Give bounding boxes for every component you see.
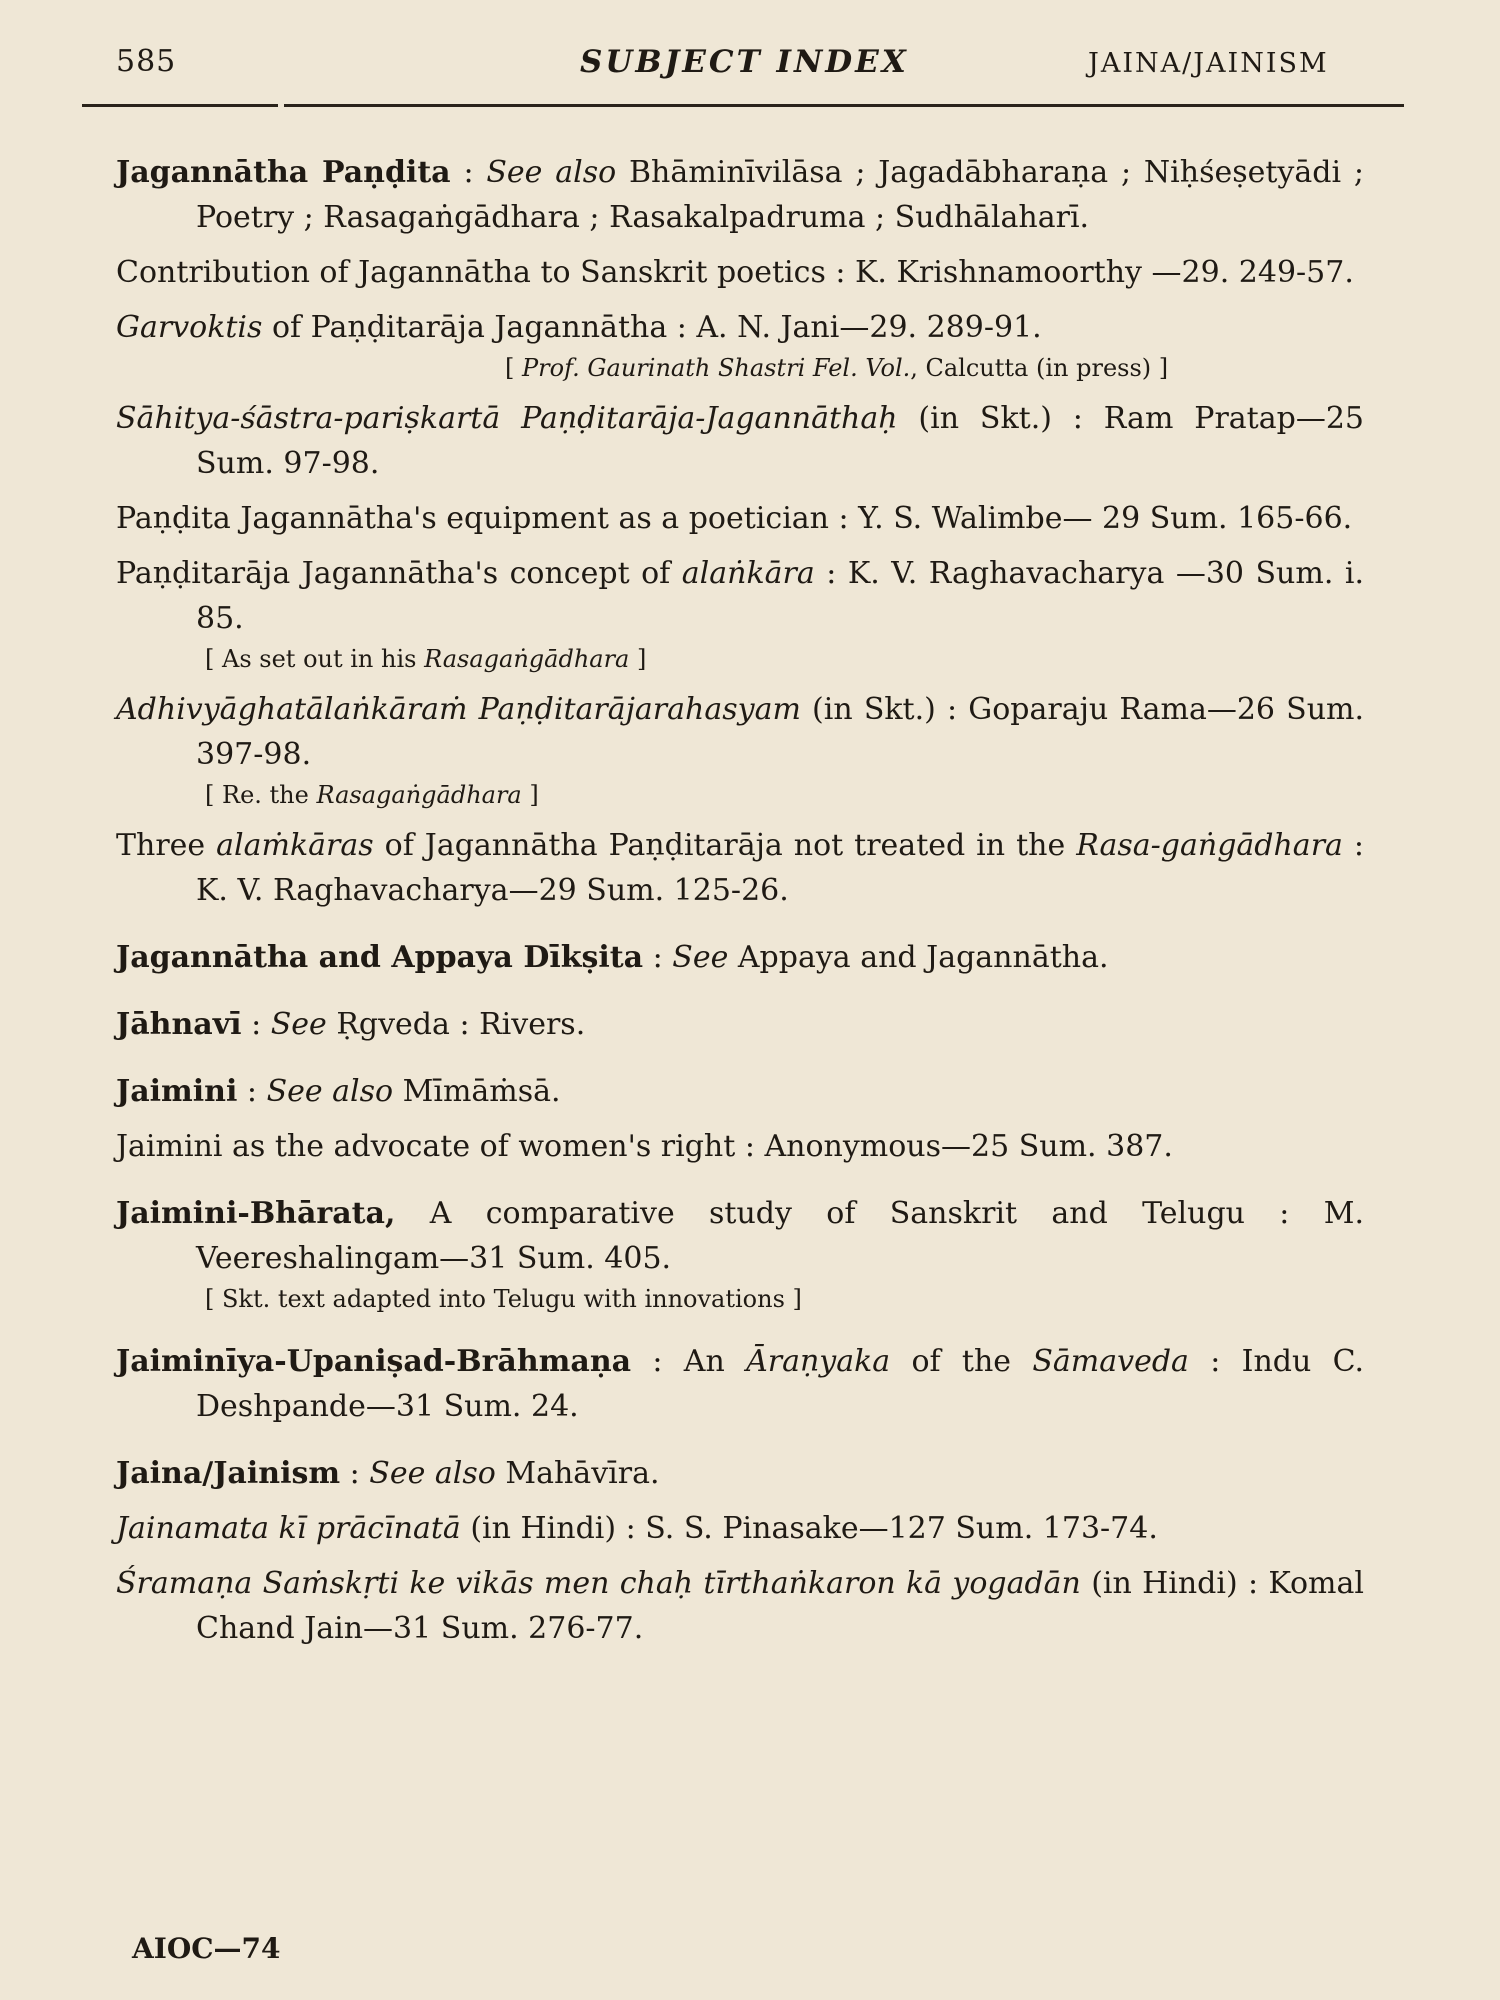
entry-note: [ As set out in his Rasagaṅgādhara ] <box>205 645 647 673</box>
index-entry: Paṇḍitarāja Jagannātha's concept of alaṅkāra : K. V. Raghavacharya —30 Sum. i. 85. <box>116 556 1364 636</box>
index-entry: Paṇḍita Jagannātha's equipment as a poetician : Y. S. Walimbe— 29 Sum. 165-66. <box>116 501 1353 536</box>
index-heading-jagannatha-appaya: Jagannātha and Appaya Dīkṣita : See Appaya and Jagannātha. <box>116 940 1109 975</box>
entry-note: [ Re. the Rasagaṅgādhara ] <box>205 781 539 809</box>
entry-note: [ Skt. text adapted into Telugu with innovations ] <box>205 1285 802 1313</box>
index-entry: Jaimini as the advocate of women's right : Anonymous—25 Sum. 387. <box>116 1129 1173 1164</box>
index-heading-jaiminiya: Jaiminīya-Upaniṣad-Brāhmaṇa : An Āraṇyaka of the Sāmaveda : Indu C. Deshpande—31 Sum. 24. <box>116 1344 1365 1424</box>
index-heading-jaina-jainism: Jaina/Jainism : See also Mahāvīra. <box>116 1456 660 1491</box>
index-heading-jahnavi: Jāhnavī : See Ṛgveda : Rivers. <box>116 1007 586 1042</box>
page-title: SUBJECT INDEX <box>580 44 909 80</box>
page-number: 585 <box>116 44 177 79</box>
index-heading-jagannatha-pandita: Jagannātha Paṇḍita : See also Bhāminīvilāsa ; Jagadābharaṇa ; Niḥśeṣetyādi ; Poetry ; Rasagaṅgādhara ; Rasakalpadruma ; Sudhālaharī. <box>116 155 1364 235</box>
index-heading-jaimini-bharata: Jaimini-Bhārata, A comparative study of Sanskrit and Telugu : M. Veereshalingam—31 Sum. 405. <box>116 1196 1364 1276</box>
index-entry: Three alaṁkāras of Jagannātha Paṇḍitarāja not treated in the Rasa-gaṅgādhara : K. V. Raghavacharya—29 Sum. 125-26. <box>116 828 1365 908</box>
running-head: JAINA/JAINISM <box>1088 48 1329 79</box>
index-entry: Jainamata kī prācīnatā (in Hindi) : S. S. Pinasake—127 Sum. 173-74. <box>116 1511 1158 1546</box>
index-entry: Adhivyāghatālaṅkāraṁ Paṇḍitarājarahasyam (in Skt.) : Goparaju Rama—26 Sum. 397-98. <box>116 692 1364 772</box>
index-entries <box>0 150 1500 1651</box>
header-rule-left <box>82 104 278 107</box>
index-entry: Contribution of Jagannātha to Sanskrit poetics : K. Krishnamoorthy —29. 249-57. <box>116 255 1354 290</box>
entry-note: [ Prof. Gaurinath Shastri Fel. Vol., Calcutta (in press) ] <box>505 354 1169 382</box>
index-heading-jaimini: Jaimini : See also Mīmāṁsā. <box>116 1074 561 1109</box>
footer-signature: AIOC—74 <box>132 1932 281 1965</box>
header-rule-right <box>284 104 1404 107</box>
index-entry: Śramaṇa Saṁskṛti ke vikās men chaḥ tīrthaṅkaron kā yogadān (in Hindi) : Komal Chand Jain—31 Sum. 276-77. <box>116 1566 1364 1646</box>
index-entry: Garvoktis of Paṇḍitarāja Jagannātha : A. N. Jani—29. 289-91. <box>116 310 1042 345</box>
index-entry: Sāhitya-śāstra-pariṣkartā Paṇḍitarāja-Jagannāthaḥ (in Skt.) : Ram Pratap—25 Sum. 97-98. <box>116 401 1364 481</box>
